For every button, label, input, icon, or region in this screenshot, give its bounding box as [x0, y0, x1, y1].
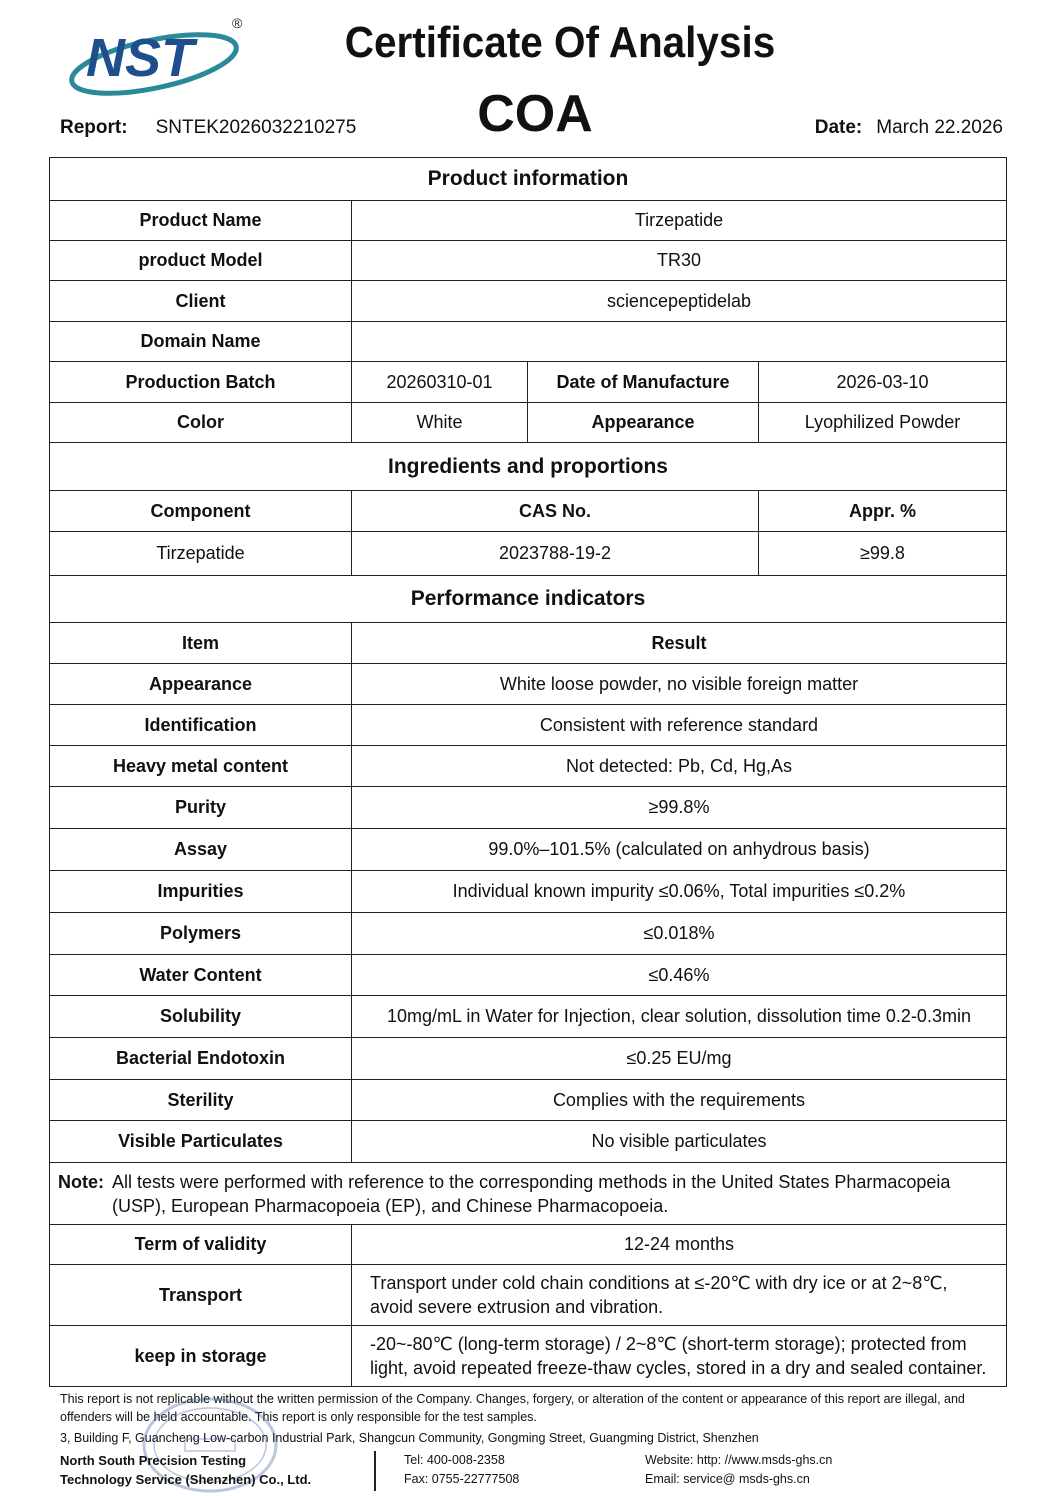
perf-result: Individual known impurity ≤0.06%, Total impurities ≤0.2% [352, 871, 1007, 913]
production-batch-label: Production Batch [50, 362, 352, 403]
client-value: sciencepeptidelab [352, 281, 1007, 322]
registered-mark: ® [232, 15, 243, 31]
perf-item: Bacterial Endotoxin [50, 1038, 352, 1080]
nst-logo [64, 14, 250, 100]
ingredients-header-cas: CAS No. [352, 491, 759, 532]
perf-item: Assay [50, 829, 352, 871]
storage-value: -20~-80℃ (long-term storage) / 2~8℃ (short-term storage); protected from light, avoid repeated freeze-thaw cycles, stored in a dry and sealed container. [352, 1326, 1007, 1387]
section-ingredients: Ingredients and proportions [50, 443, 1007, 491]
report-value: SNTEK2026032210275 [155, 117, 357, 138]
ingredients-header-percent: Appr. % [759, 491, 1007, 532]
perf-result: ≤0.018% [352, 913, 1007, 955]
table-row [50, 829, 1007, 871]
footer-address: 3, Building F, Guancheng Low-carbon Industrial Park, Shangcun Community, Gongming Street, Guangming District, Shenzhen [60, 1431, 759, 1445]
table-row [50, 913, 1007, 955]
table-row [50, 1121, 1007, 1163]
storage-label: keep in storage [50, 1326, 352, 1387]
perf-result: 99.0%–101.5% (calculated on anhydrous basis) [352, 829, 1007, 871]
color-label: Color [50, 403, 352, 443]
footer-contact [404, 1451, 519, 1489]
section-performance: Performance indicators [50, 576, 1007, 623]
report-number [60, 117, 356, 139]
manufacture-date-value: 2026-03-10 [759, 362, 1007, 403]
footer-fax: Fax: 0755-22777508 [404, 1472, 520, 1486]
transport-value: Transport under cold chain conditions at ≤-20℃ with dry ice or at 2~8℃, avoid severe extrusion and vibration. [352, 1265, 1007, 1326]
ingredient-component: Tirzepatide [50, 532, 352, 576]
perf-item: Impurities [50, 871, 352, 913]
perf-item: Solubility [50, 996, 352, 1038]
table-row [50, 664, 1007, 705]
table-row [50, 871, 1007, 913]
product-name-value: Tirzepatide [352, 201, 1007, 241]
manufacture-date-label: Date of Manufacture [528, 362, 759, 403]
table-row [50, 746, 1007, 787]
client-label: Client [50, 281, 352, 322]
note-text: All tests were performed with reference to the corresponding methods in the United States Pharmacopeia (USP), European Pharmacopoeia (EP), and Chinese Pharmacopoeia. [112, 1171, 951, 1216]
perf-item: Sterility [50, 1080, 352, 1121]
page-title: Certificate Of Analysis [344, 18, 776, 67]
report-date [815, 117, 1003, 139]
logo-text: NST [86, 28, 194, 88]
table-row [50, 996, 1007, 1038]
domain-name-label: Domain Name [50, 322, 352, 362]
note-label: Note: [58, 1171, 104, 1192]
transport-label: Transport [50, 1265, 352, 1326]
table-row [50, 1080, 1007, 1121]
perf-result: Complies with the requirements [352, 1080, 1007, 1121]
perf-result: Not detected: Pb, Cd, Hg,As [352, 746, 1007, 787]
date-label: Date: [814, 117, 863, 138]
product-name-label: Product Name [50, 201, 352, 241]
footer-divider [374, 1451, 376, 1491]
ingredients-header-component: Component [50, 491, 352, 532]
table-row [50, 1038, 1007, 1080]
product-model-value: TR30 [352, 241, 1007, 281]
company-name-line1: North South Precision Testing [60, 1453, 247, 1468]
perf-item: Purity [50, 787, 352, 829]
coa-table [49, 157, 1007, 1387]
perf-item: Identification [50, 705, 352, 746]
table-row [50, 955, 1007, 996]
ingredient-cas: 2023788-19-2 [352, 532, 759, 576]
perf-item: Polymers [50, 913, 352, 955]
validity-value: 12-24 months [352, 1225, 1007, 1265]
perf-result: Consistent with reference standard [352, 705, 1007, 746]
perf-item: Appearance [50, 664, 352, 705]
appearance-value: Lyophilized Powder [759, 403, 1007, 443]
perf-result: ≥99.8% [352, 787, 1007, 829]
perf-item: Visible Particulates [50, 1121, 352, 1163]
perf-result: No visible particulates [352, 1121, 1007, 1163]
product-model-label: product Model [50, 241, 352, 281]
color-value: White [352, 403, 528, 443]
table-row [50, 705, 1007, 746]
footer-tel: Tel: 400-008-2358 [404, 1453, 505, 1467]
perf-result: 10mg/mL in Water for Injection, clear solution, dissolution time 0.2-0.3min [352, 996, 1007, 1038]
ingredient-percent: ≥99.8 [759, 532, 1007, 576]
performance-header-result: Result [352, 623, 1007, 664]
perf-item: Water Content [50, 955, 352, 996]
perf-result: White loose powder, no visible foreign matter [352, 664, 1007, 705]
footer-disclaimer: This report is not replicable without the written permission of the Company. Changes, forgery, or alteration of the content or appearance of this report are illegal, and offenders will be held accountable. This report is only responsible for the test samples. [60, 1392, 965, 1424]
performance-header-item: Item [50, 623, 352, 664]
date-value: March 22.2026 [876, 117, 1003, 138]
perf-item: Heavy metal content [50, 746, 352, 787]
production-batch-value: 20260310-01 [352, 362, 528, 403]
report-label: Report: [60, 117, 128, 138]
footer-web [645, 1451, 832, 1489]
perf-result: ≤0.46% [352, 955, 1007, 996]
footer-email[interactable]: Email: service@ msds-ghs.cn [645, 1472, 810, 1486]
page-subtitle: COA [477, 85, 593, 143]
company-name-line2: Technology Service (Shenzhen) Co., Ltd. [60, 1472, 312, 1487]
table-row [50, 787, 1007, 829]
note-cell [50, 1163, 1007, 1225]
footer-company [60, 1451, 311, 1489]
domain-name-value [352, 322, 1007, 362]
footer-website[interactable]: Website: http: //www.msds-ghs.cn [645, 1453, 833, 1467]
appearance-label: Appearance [528, 403, 759, 443]
section-product-info: Product information [50, 158, 1007, 201]
perf-result: ≤0.25 EU/mg [352, 1038, 1007, 1080]
validity-label: Term of validity [50, 1225, 352, 1265]
